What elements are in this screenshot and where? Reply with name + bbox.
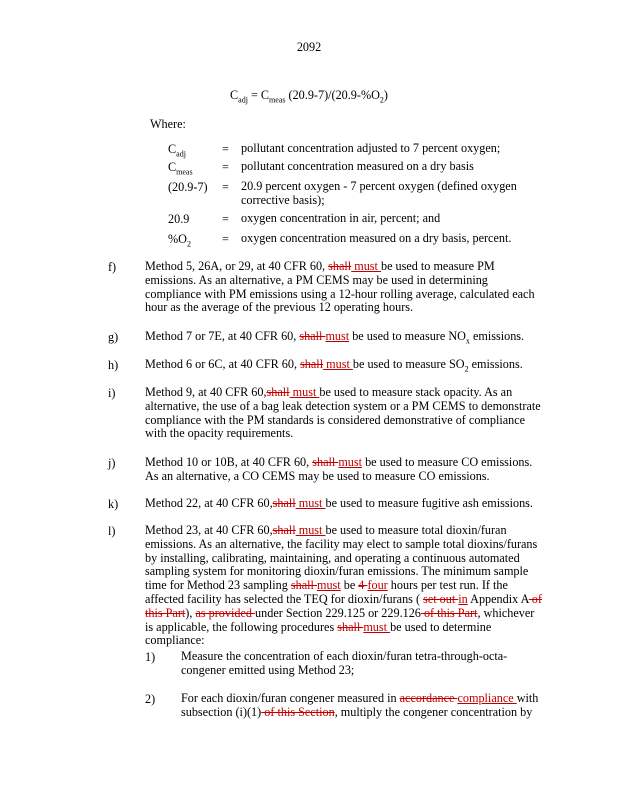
subitem-number-1: 1) <box>145 650 156 664</box>
definition-symbol-oxygen-difference: (20.9-7) <box>168 180 208 194</box>
definition-symbol-air-oxygen: 20.9 <box>168 212 190 226</box>
item-label-k: k) <box>108 497 119 511</box>
item-label-f: f) <box>108 260 117 274</box>
definition-symbol-cmeas: $C_{meas}$ <box>168 160 193 177</box>
item-text-j: Method 10 or 10B, at 40 CFR 60, shall must be used to measure CO emissions. As an alternative, a CO CEMS may be used to measure CO emissions. <box>145 455 533 483</box>
definition-equals: = <box>222 180 229 194</box>
definition-equals: = <box>222 232 229 246</box>
item-text-k: Method 22, at 40 CFR 60,shall must be used to measure fugitive ash emissions. <box>145 496 533 510</box>
item-label-h: h) <box>108 358 119 372</box>
item-text-i: Method 9, at 40 CFR 60,shall must be used to measure stack opacity. As an alternative, the use of a bag leak detection system or a PM CEMS to demonstrate compliance with the PM standards is considered demonstrative of compliance with the opacity requirements. <box>145 385 541 441</box>
where-label: Where: <box>150 117 186 131</box>
item-text-f: Method 5, 26A, or 29, at 40 CFR 60, shall must be used to measure PM emissions. As an alternative, a PM CEMS may be used in determining compliance with PM emissions using a 12-hour rolling average, calculated each hour as the average of the previous 12 operating hours. <box>145 259 535 315</box>
item-text-g: Method 7 or 7E, at 40 CFR 60, shall must be used to measure $NO_x$ emissions. <box>145 329 525 346</box>
page-number: 2092 <box>296 40 322 54</box>
item-label-g: g) <box>108 330 119 344</box>
subitem-text-2: For each dioxin/furan congener measured in accordance compliance with subsection (i)(1) of this Section, multiply the congener concentration by <box>181 691 539 719</box>
oxygen-correction-formula: $C_{adj} = C_{meas}$ $(20.9-7)/(20.9-\%O_2)$ <box>230 88 388 105</box>
definition-equals: = <box>222 212 229 226</box>
item-label-j: j) <box>108 456 116 470</box>
definition-text: oxygen concentration measured on a dry basis, percent. <box>241 231 512 245</box>
definition-text: pollutant concentration measured on a dry basis <box>241 159 474 173</box>
definition-equals: = <box>222 142 229 156</box>
item-text-l: Method 23, at 40 CFR 60,shall must be used to measure total dioxin/furan emissions. As an alternative, the facility may elect to sample total dioxins/furans by installing, calibrating, maintaining, and operating a continuous automated sampling system for monitoring dioxin/furan emissions. The minimum sample time for Method 23 sampling shall must be 4 four hours per test run. If the affected facility has selected the TEQ for dioxin/furans ( set out in Appendix A of this Part), as provided under Section 229.125 or 229.126 of this Part, whichever is applicable, the following procedures shall must be used to determine compliance: <box>145 523 542 648</box>
item-label-i: i) <box>108 386 116 400</box>
subitem-text-1: Measure the concentration of each dioxin/furan tetra-through-octa-congener emitted using Method 23; <box>181 649 508 677</box>
definition-equals: = <box>222 160 229 174</box>
definition-symbol-percent-o2: $\%O_2$ <box>168 232 191 249</box>
item-text-h: Method 6 or 6C, at 40 CFR 60, shall must be used to measure $SO_2$ emissions. <box>145 357 523 374</box>
item-label-l: l) <box>108 524 116 538</box>
definition-text: oxygen concentration in air, percent; and <box>241 211 441 225</box>
subitem-number-2: 2) <box>145 692 156 706</box>
definition-symbol-cadj: $C_{adj}$ <box>168 142 186 159</box>
definition-text: pollutant concentration adjusted to 7 percent oxygen; <box>241 141 501 155</box>
definition-text: 20.9 percent oxygen - 7 percent oxygen (defined oxygen corrective basis); <box>241 179 517 207</box>
